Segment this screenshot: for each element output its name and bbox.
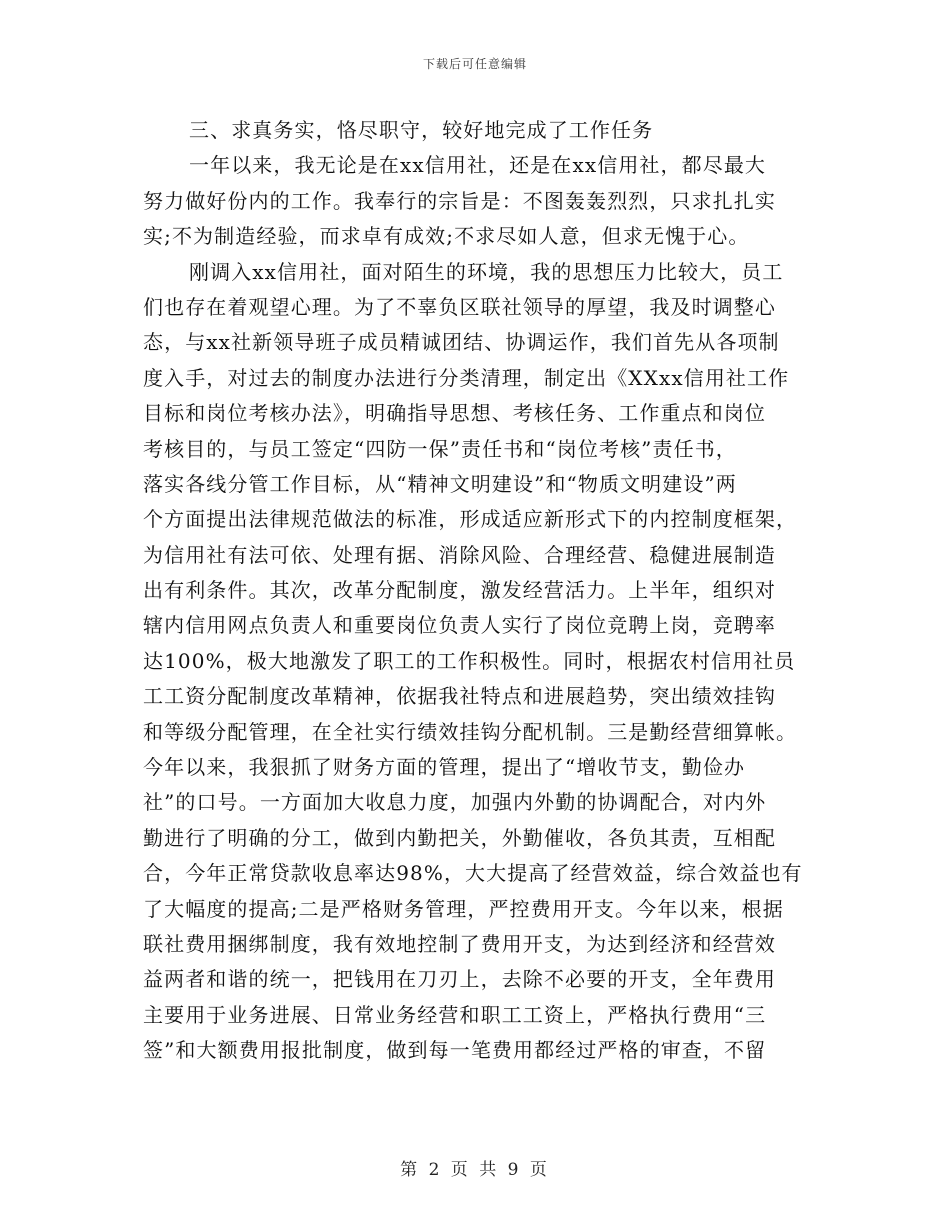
paragraph-line: 出有利条件。其次，改革分配制度，激发经营活力。上半年，组织对 xyxy=(143,578,776,603)
paragraph-line: 为信用社有法可依、处理有据、消除风险、合理经营、稳健进展制造 xyxy=(143,542,776,567)
paragraph-line: 联社费用捆绑制度，我有效地控制了费用开支，为达到经济和经营效 xyxy=(143,931,776,956)
paragraph-line: 签”和大额费用报批制度，做到每一笔费用都经过严格的审查，不留 xyxy=(143,1038,767,1063)
paragraph-line: 目标和岗位考核办法》，明确指导思想、考核任务、工作重点和岗位 xyxy=(143,401,766,426)
paragraph-line: 落实各线分管工作目标，从“精神文明建设”和“物质文明建设”两 xyxy=(143,471,737,496)
paragraph-line: 社”的口号。一方面加大收息力度，加强内外勤的协调配合，对内外 xyxy=(143,790,767,815)
paragraph-line: 个方面提出法律规范做法的标准，形成适应新形式下的内控制度框架， xyxy=(143,507,798,532)
paragraph-line: 努力做好份内的工作。我奉行的宗旨是：不图轰轰烈烈，只求扎扎实 xyxy=(143,188,776,213)
paragraph-line: 达100%，极大地激发了职工的工作积极性。同时，根据农村信用社员 xyxy=(143,648,796,673)
paragraph-line: 实;不为制造经验，而求卓有成效;不求尽如人意，但求无愧于心。 xyxy=(143,224,750,249)
paragraph-line: 一年以来，我无论是在xx信用社，还是在xx信用社，都尽最大 xyxy=(189,153,767,178)
paragraph-line: 合，今年正常贷款收息率达98%，大大提高了经营效益，综合效益也有 xyxy=(143,861,803,886)
paragraph-line: 主要用于业务进展、日常业务经营和职工工资上，严格执行费用“三 xyxy=(143,1002,767,1027)
paragraph-line: 了大幅度的提高;二是严格财务管理，严控费用开支。今年以来，根据 xyxy=(143,896,784,921)
paragraph-line: 和等级分配管理，在全社实行绩效挂钩分配机制。三是勤经营细算帐。 xyxy=(143,719,798,744)
paragraph-line: 工工资分配制度改革精神，依据我社特点和进展趋势，突出绩效挂钩 xyxy=(143,684,776,709)
page-number-footer: 第 2 页 共 9 页 xyxy=(400,1160,550,1180)
paragraph-line: 态，与xx社新领导班子成员精诚团结、协调运作，我们首先从各项制 xyxy=(143,330,780,355)
paragraph-line: 度入手，对过去的制度办法进行分类清理，制定出《XXxx信用社工作 xyxy=(143,365,790,390)
paragraph-line: 考核目的，与员工签定“四防一保”责任书和“岗位考核”责任书， xyxy=(143,436,737,461)
paragraph-line: 刚调入xx信用社，面对陌生的环境，我的思想压力比较大，员工 xyxy=(189,259,784,284)
paragraph-line: 勤进行了明确的分工，做到内勤把关，外勤催收，各负其责，互相配 xyxy=(143,825,776,850)
document-body xyxy=(143,113,811,1069)
page-header: 下载后可任意编辑 xyxy=(422,57,527,71)
paragraph-line: 益两者和谐的统一，把钱用在刀刃上，去除不必要的开支，全年费用 xyxy=(143,967,776,992)
paragraph-line: 们也存在着观望心理。为了不辜负区联社领导的厚望，我及时调整心 xyxy=(143,294,776,319)
section-heading: 三、求真务实，恪尽职守，较好地完成了工作任务 xyxy=(189,118,654,142)
paragraph-line: 辖内信用网点负责人和重要岗位负责人实行了岗位竞聘上岗，竞聘率 xyxy=(143,613,776,638)
paragraph-line: 今年以来，我狠抓了财务方面的管理，提出了“增收节支，勤俭办 xyxy=(143,755,746,780)
